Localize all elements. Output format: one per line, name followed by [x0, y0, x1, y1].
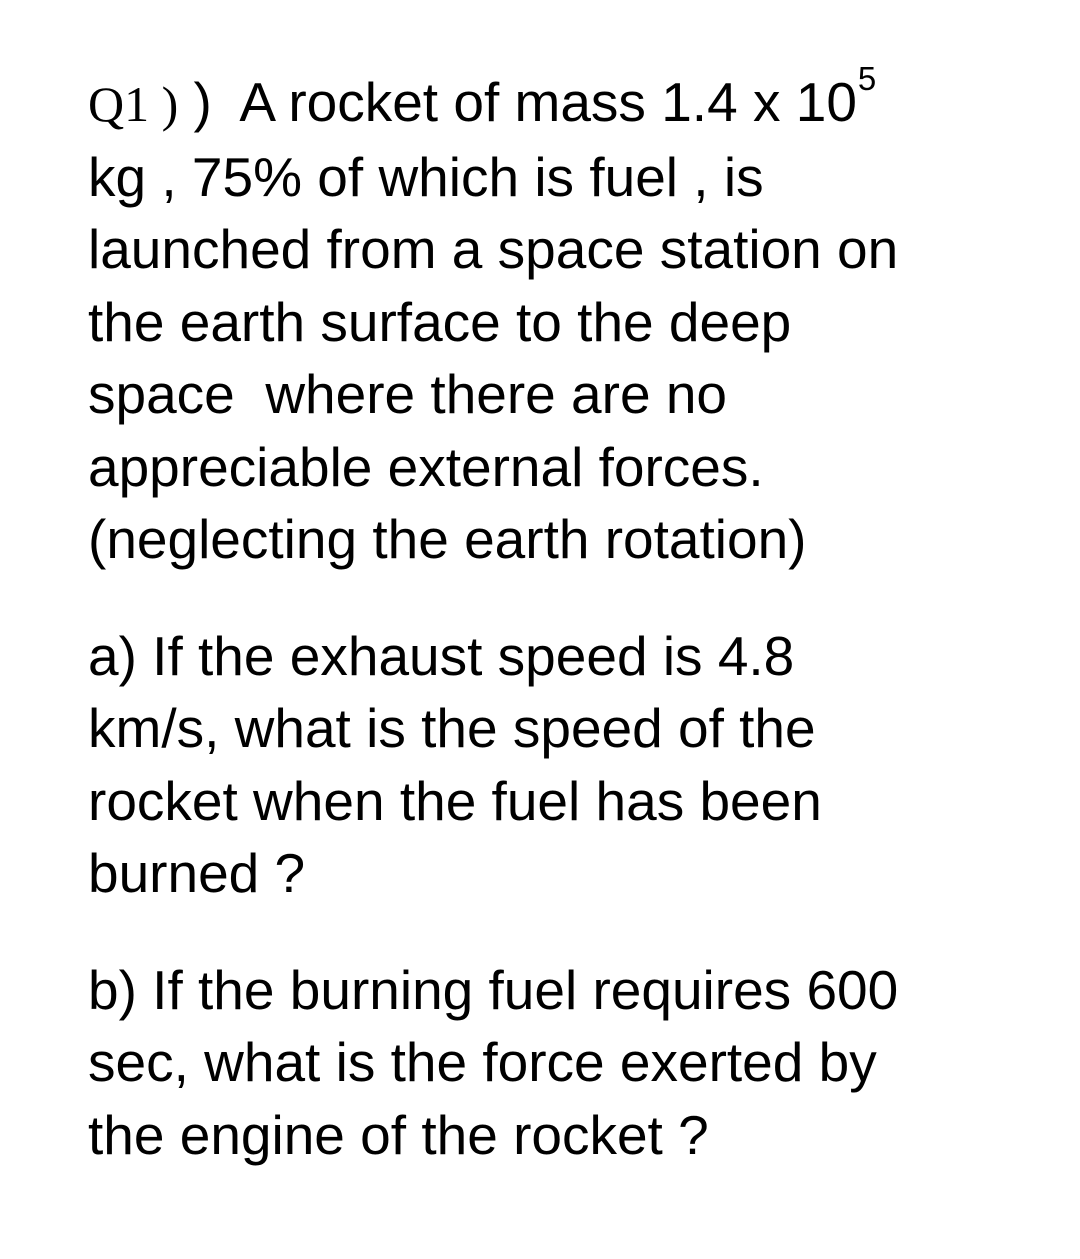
part-b-line: sec, what is the force exerted by	[88, 1031, 877, 1093]
paragraph-spacer	[88, 910, 1048, 954]
part-a	[88, 620, 1048, 910]
question-first-line-text: ) A rocket of mass 1.4 x 10	[193, 71, 857, 133]
part-a-line: rocket when the fuel has been	[88, 769, 822, 832]
paragraph-spacer	[88, 576, 1048, 620]
question-first-line	[88, 59, 1048, 141]
mass-exponent: 5	[857, 59, 877, 97]
part-b-line: b) If the burning fuel requires 600	[88, 958, 899, 1021]
question-intro	[88, 59, 1048, 576]
question-line: launched from a space station on	[88, 218, 899, 280]
question-line: (neglecting the earth rotation)	[88, 508, 807, 570]
question-line: the earth surface to the deep	[88, 290, 792, 353]
part-a-line: a) If the exhaust speed is 4.8	[88, 624, 795, 687]
question-line: appreciable external forces.	[88, 435, 764, 498]
part-a-line: km/s, what is the speed of the	[88, 697, 816, 759]
problem-document	[88, 59, 1048, 1171]
question-line: space where there are no	[88, 363, 727, 425]
part-b-line: the engine of the rocket ?	[88, 1103, 709, 1166]
question-line: kg , 75% of which is fuel , is	[88, 145, 764, 208]
part-b	[88, 954, 1048, 1172]
part-a-line: burned ?	[88, 842, 306, 904]
question-number: Q1 )	[88, 76, 179, 132]
